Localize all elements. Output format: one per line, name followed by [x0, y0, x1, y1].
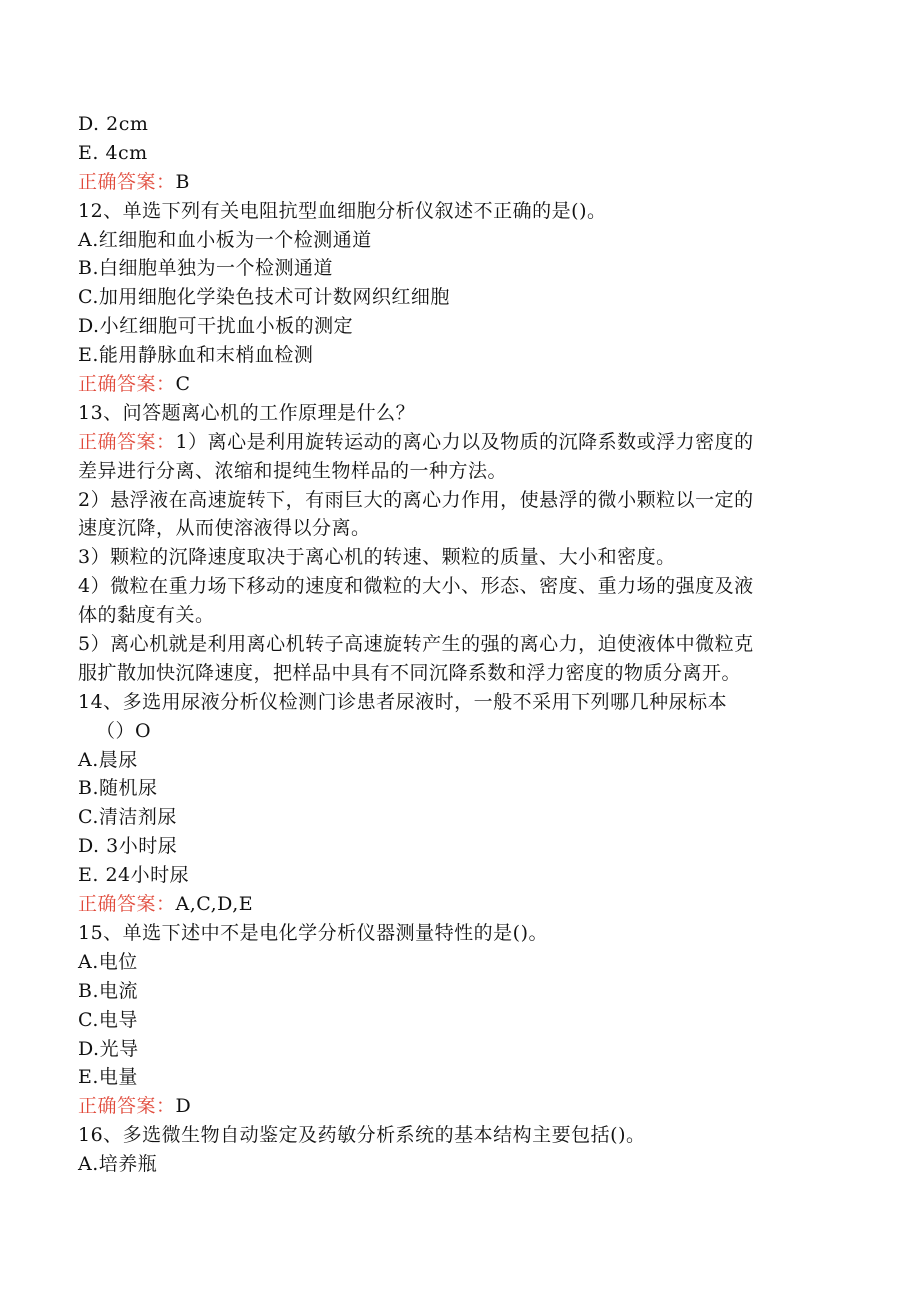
option-b: B.随机尿	[78, 777, 158, 800]
answer-line	[78, 1092, 848, 1121]
answer-text: 服扩散加快沉降速度，把样品中具有不同沉降系数和浮力密度的物质分离开。	[78, 661, 742, 684]
question-14: 14、多选用尿液分析仪检测门诊患者尿液时，一般不采用下列哪几种尿标本	[78, 690, 728, 713]
answer-text: 速度沉降，从而使溶液得以分离。	[78, 517, 371, 540]
option-b: B.电流	[78, 979, 139, 1002]
answer-label: 正确答案：	[78, 893, 176, 916]
answer-label: 正确答案：	[78, 170, 176, 193]
answer-value: C	[175, 373, 191, 396]
option-a: A.培养瓶	[78, 1153, 158, 1176]
option-d: D.光导	[78, 1037, 139, 1060]
answer-line	[78, 168, 848, 197]
question-15: 15、单选下述中不是电化学分析仪器测量特性的是()。	[78, 921, 549, 944]
option-e: E. 24小时尿	[78, 864, 190, 887]
answer-text: 体的黏度有关。	[78, 604, 215, 627]
document-page	[78, 110, 848, 1179]
answer-value: A,C,D,E	[175, 893, 254, 916]
answer-text: 5）离心机就是利用离心机转子高速旋转产生的强的离心力，迫使液体中微粒克	[78, 633, 754, 656]
option-e: E.电量	[78, 1066, 138, 1089]
option-c: C.清洁剂尿	[78, 806, 177, 829]
question-16: 16、多选微生物自动鉴定及药敏分析系统的基本结构主要包括()。	[78, 1124, 646, 1147]
question-13: 13、问答题离心机的工作原理是什么？	[78, 401, 416, 424]
question-12: 12、单选下列有关电阻抗型血细胞分析仪叙述不正确的是()。	[78, 199, 607, 222]
answer-text: 1）离心是利用旋转运动的离心力以及物质的沉降系数或浮力密度的	[175, 430, 754, 453]
answer-value: B	[175, 170, 190, 193]
answer-line	[78, 370, 848, 399]
answer-label: 正确答案：	[78, 1095, 176, 1118]
option-e: E. 4cm	[78, 141, 148, 164]
option-a: A.红细胞和血小板为一个检测通道	[78, 228, 372, 251]
option-c: C.加用细胞化学染色技术可计数网织红细胞	[78, 286, 450, 309]
option-d: D. 3小时尿	[78, 835, 178, 858]
question-14-blank: （）O	[96, 719, 152, 742]
option-a: A.电位	[78, 950, 138, 973]
option-c: C.电导	[78, 1008, 138, 1031]
answer-text: 3）颗粒的沉降速度取决于离心机的转速、颗粒的质量、大小和密度。	[78, 546, 676, 569]
option-d: D.小红细胞可干扰血小板的测定	[78, 315, 354, 338]
answer-value: D	[175, 1095, 192, 1118]
option-d: D. 2cm	[78, 113, 149, 135]
option-e: E.能用静脉血和末梢血检测	[78, 344, 314, 367]
answer-line	[78, 890, 848, 919]
answer-text: 2）悬浮液在高速旋转下，有雨巨大的离心力作用，使悬浮的微小颗粒以一定的	[78, 488, 754, 511]
answer-label: 正确答案：	[78, 373, 176, 396]
answer-text: 差异进行分离、浓缩和提纯生物样品的一种方法。	[78, 459, 508, 482]
option-a: A.晨尿	[78, 748, 138, 771]
answer-label: 正确答案：	[78, 430, 176, 453]
option-b: B.白细胞单独为一个检测通道	[78, 257, 334, 280]
answer-text: 4）微粒在重力场下移动的速度和微粒的大小、形态、密度、重力场的强度及液	[78, 575, 754, 598]
answer-line	[78, 428, 848, 457]
